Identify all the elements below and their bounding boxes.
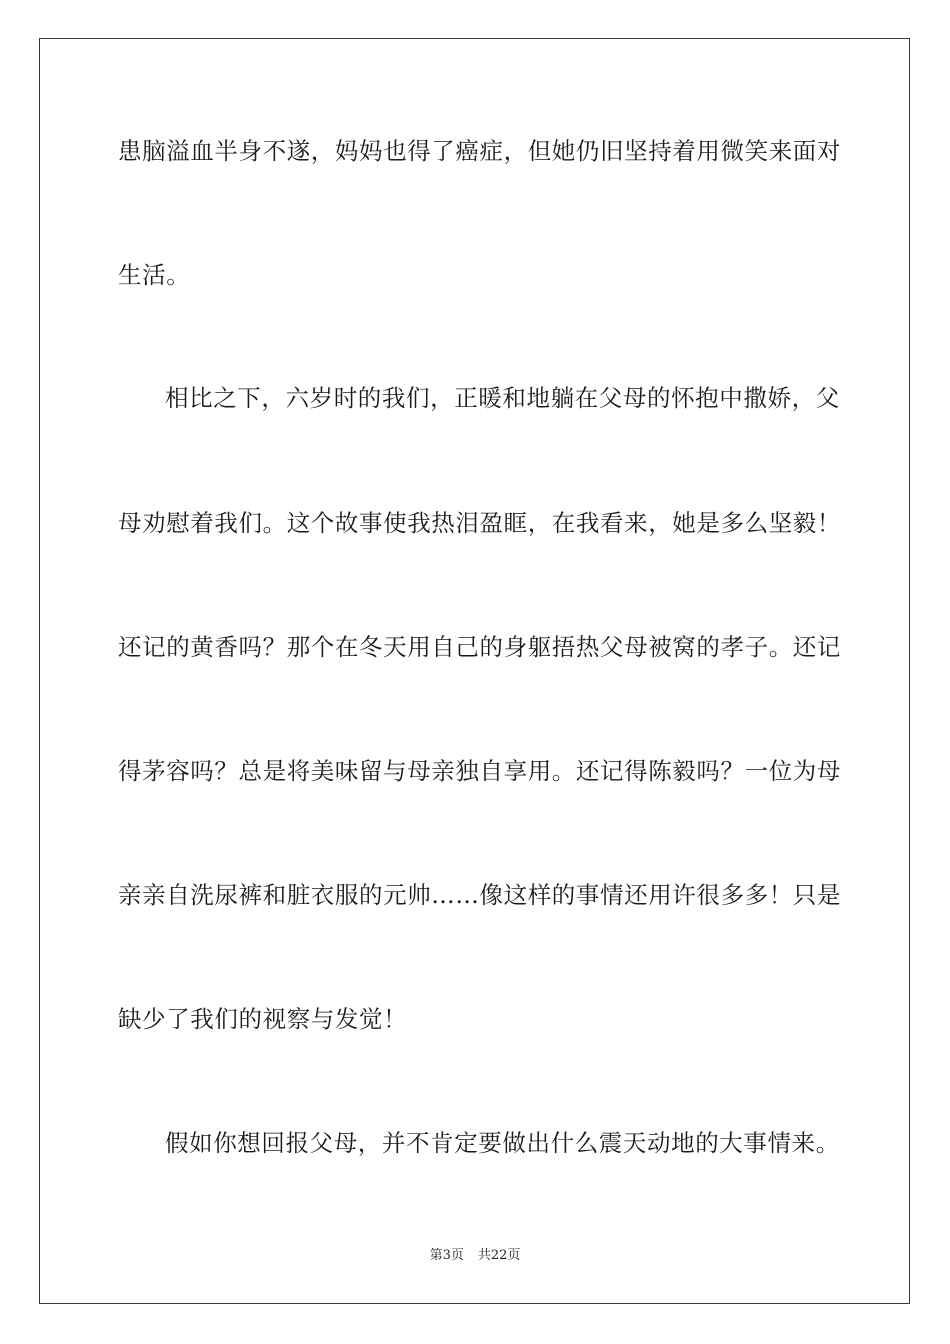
page-number-current: 第3页: [429, 1248, 464, 1263]
body-line-6: 得茅容吗？总是将美味留与母亲独自享用。还记得陈毅吗？一位为母: [118, 757, 841, 785]
body-line-7: 亲亲自洗尿裤和脏衣服的元帅……像这样的事情还用许很多多！只是: [118, 881, 841, 909]
page-border: [39, 38, 910, 1304]
page-footer: [0, 1247, 950, 1265]
body-line-9: 假如你想回报父母，并不肯定要做出什么震天动地的大事情来。: [165, 1129, 840, 1157]
body-line-4: 母劝慰着我们。这个故事使我热泪盈眶，在我看来，她是多么坚毅！: [118, 509, 841, 537]
body-line-8: 缺少了我们的视察与发觉！: [118, 1005, 408, 1033]
body-line-3: 相比之下，六岁时的我们，正暖和地躺在父母的怀抱中撒娇，父: [165, 384, 840, 412]
body-line-1: 患脑溢血半身不遂，妈妈也得了癌症，但她仍旧坚持着用微笑来面对: [118, 137, 841, 165]
page-number-total: 共22页: [477, 1248, 521, 1263]
body-line-2: 生活。: [118, 261, 191, 289]
body-line-5: 还记的黄香吗？那个在冬天用自己的身躯捂热父母被窝的孝子。还记: [118, 633, 841, 661]
